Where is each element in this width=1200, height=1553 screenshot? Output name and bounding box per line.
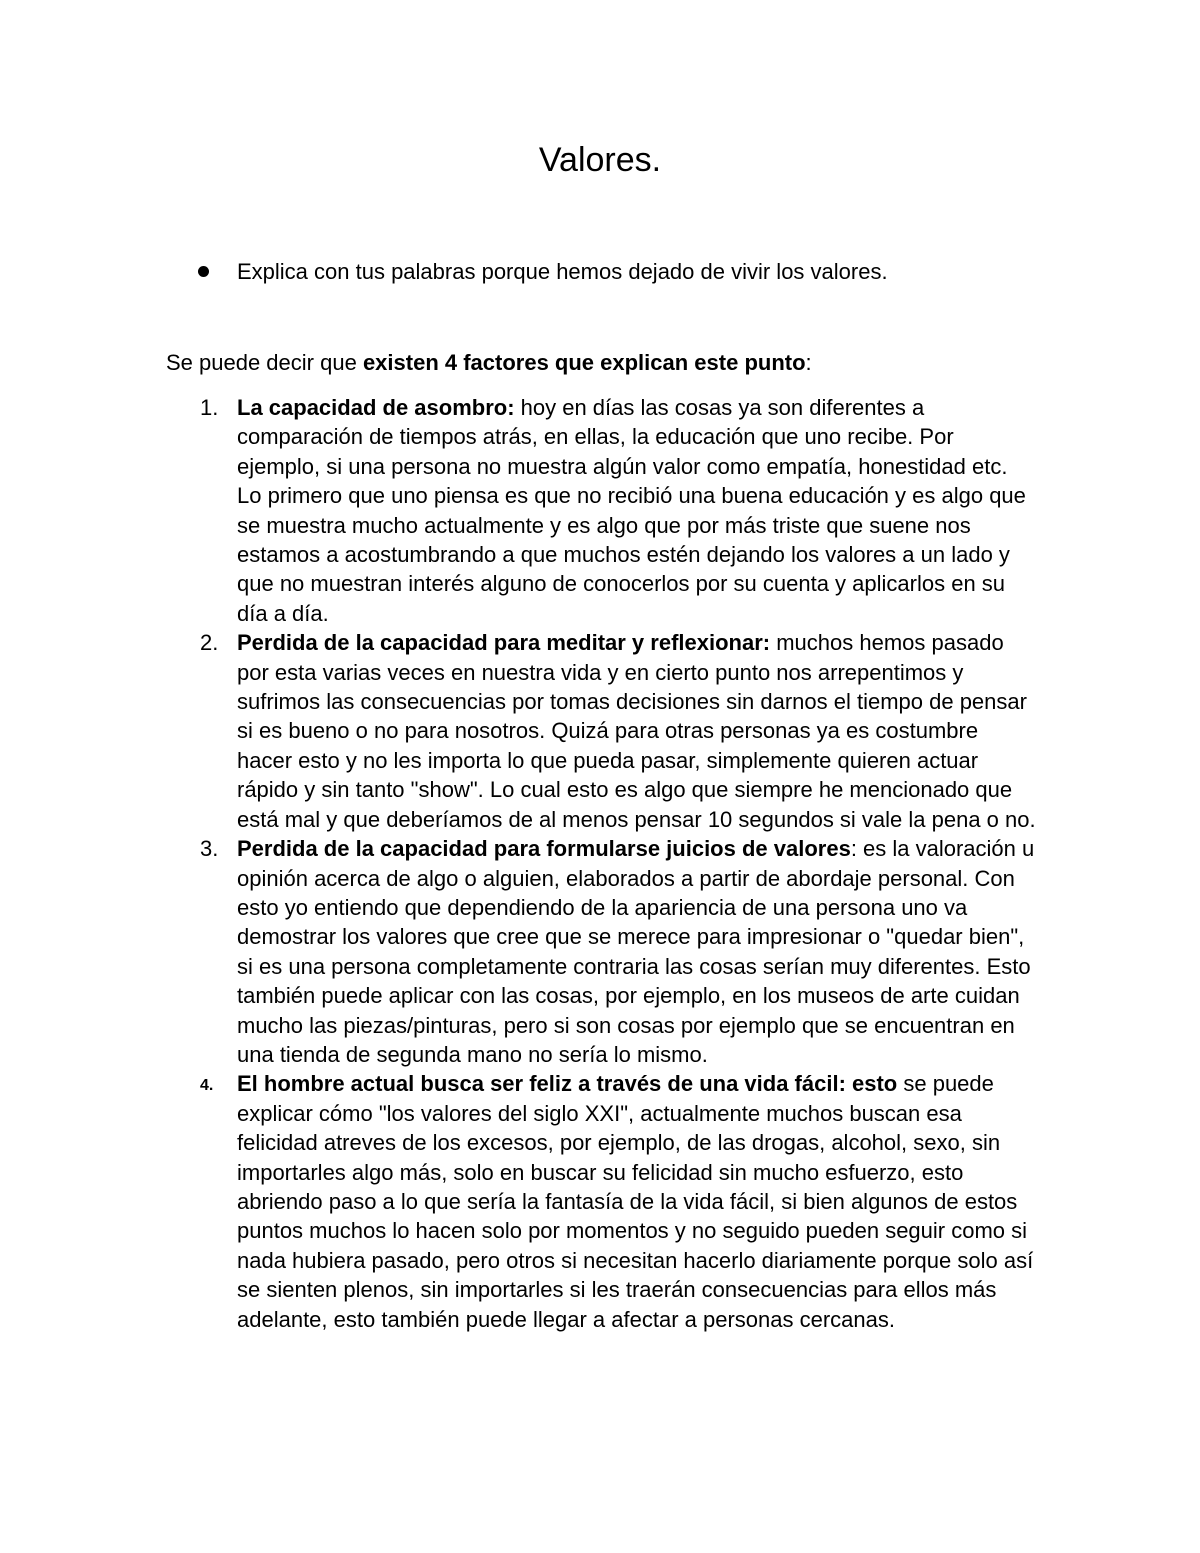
bullet-text: Explica con tus palabras porque hemos dejado de vivir los valores.: [237, 259, 888, 284]
intro-bold-text: existen 4 factores que explican este punto: [362, 350, 806, 375]
intro-text: Se puede decir que: [166, 350, 363, 375]
bullet-icon: [198, 266, 209, 277]
factor-number: 1.: [200, 395, 219, 420]
factor-item: [200, 834, 1037, 1069]
factor-title: Perdida de la capacidad para formularse juicios de valores: [237, 836, 851, 862]
page-title: Valores.: [538, 141, 662, 179]
factor-text: se puede explicar cómo "los valores del siglo XXI", actualmente muchos buscan esa felicidad atreves de los excesos, por ejemplo, de las drogas, alcohol, sexo, sin importarles algo más, solo en buscar su felicidad sin mucho esfuerzo, esto abriendo paso a lo que sería la fantasía de la vida fácil, si bien algunos de estos puntos muchos lo hacen solo por momentos y no seguido pueden seguir como si nada hubiera pasado, pero otros si necesitan hacerlo diariamente porque solo así se sienten plenos, sin importarles si les traerán consecuencias para ellos más adelante, esto también puede llegar a afectar a personas cercanas.: [237, 1071, 1034, 1332]
factor-text: muchos hemos pasado por esta varias veces en nuestra vida y en cierto punto nos arrepentimos y sufrimos las consecuencias por tomas decisiones sin darnos el tiempo de pensar si es bueno o no para nosotros. Quizá para otras personas ya es costumbre hacer esto y no les importa lo que pueda pasar, simplemente quieren actuar rápido y sin tanto "show". Lo cual esto es algo que siempre he mencionado que está mal y que deberíamos de al menos pensar 10 segundos si vale la pena o no.: [237, 630, 1036, 832]
factor-item: [200, 628, 1037, 834]
factor-text: : es la valoración u opinión acerca de algo o alguien, elaborados a partir de abordaje personal. Con esto yo entiendo que dependiendo de la apariencia de una persona uno va demostrar los valores que cree que se merece para impresionar o "quedar bien", si es una persona completamente contraria las cosas serían muy diferentes. Esto también puede aplicar con las cosas, por ejemplo, en los museos de arte cuidan mucho las piezas/pinturas, pero si son cosas por ejemplo que se encuentran en una tienda de segunda mano no sería lo mismo.: [237, 836, 1035, 1067]
factor-number: 2.: [200, 630, 219, 656]
factor-title: Perdida de la capacidad para meditar y reflexionar:: [237, 630, 771, 656]
intro-punctuation: :: [805, 350, 812, 375]
factor-title: El hombre actual busca ser feliz a través de una vida fácil: esto: [237, 1071, 898, 1097]
factor-item: [200, 1069, 1037, 1334]
factor-text: hoy en días las cosas ya son diferentes a comparación de tiempos atrás, en ellas, la educación que uno recibe. Por ejemplo, si una persona no muestra algún valor como empatía, honestidad etc. Lo primero que uno piensa es que no recibió una buena educación y es algo que se muestra mucho actualmente y es algo que por más triste que suene nos estamos a acostumbrando a que muchos estén dejando los valores a un lado y que no muestran interés alguno de conocerlos por su cuenta y aplicarlos en su día a día.: [237, 395, 1026, 626]
factor-number: 4.: [200, 1077, 214, 1095]
intro-paragraph: [166, 348, 812, 378]
factor-title: La capacidad de asombro:: [237, 395, 515, 420]
factor-number: 3.: [200, 836, 219, 862]
factor-item: [200, 393, 1037, 628]
factor-list: [200, 393, 1037, 1334]
